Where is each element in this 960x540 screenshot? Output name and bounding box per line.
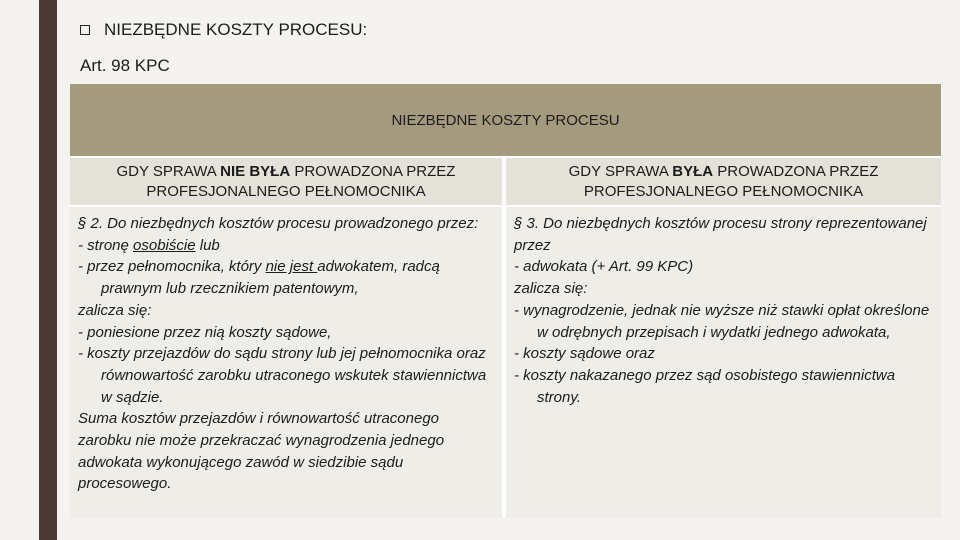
costs-table bbox=[70, 84, 941, 518]
right-head-post: PROWADZONA PRZEZ PROFESJONALNEGO PEŁNOMOCNIKA bbox=[583, 162, 879, 200]
slide-heading-colon: : bbox=[362, 20, 368, 39]
slide-heading-text: NIEZBĘDNE KOSZTY PROCESU bbox=[104, 20, 363, 39]
left-line-4: zalicza się: bbox=[78, 301, 152, 319]
right-line-1: § 3. Do niezbędnych kosztów procesu strony reprezentowanej przez bbox=[514, 215, 927, 254]
left-line-6: - koszty przejazdów do sądu strony lub jej pełnomocnika oraz równowartość zarobku utraconego wskutek stawiennictwa w sądzie. bbox=[78, 345, 487, 406]
right-line-6: - koszty nakazanego przez sąd osobistego stawiennictwa strony. bbox=[514, 366, 896, 406]
left-line-3-pre: - przez pełnomocnika, który bbox=[78, 258, 266, 276]
slide-subheading: Art. 98 KPC bbox=[80, 56, 170, 75]
left-head-post: PROWADZONA PRZEZ PROFESJONALNEGO PEŁNOMOCNIKA bbox=[146, 162, 456, 200]
left-line-2 bbox=[78, 235, 494, 257]
slide-heading bbox=[80, 20, 367, 40]
left-head-pre: GDY SPRAWA bbox=[116, 162, 221, 180]
left-line-3-underlined: nie jest bbox=[265, 258, 318, 276]
right-head-bold: BYŁA bbox=[672, 162, 714, 180]
checkbox-bullet-icon bbox=[80, 25, 90, 35]
right-line-2: - adwokata (+ Art. 99 KPC) bbox=[514, 258, 694, 276]
left-line-7: Suma kosztów przejazdów i równowartość utraconego zarobku nie może przekraczać wynagrodzenia jednego adwokata wykonującego zawód w siedzibie sądu procesowego. bbox=[78, 410, 445, 493]
left-column-header bbox=[70, 158, 502, 205]
right-line-4: - wynagrodzenie, jednak nie wyższe niż stawki opłat określone w odrębnych przepisach i wydatki jednego adwokata, bbox=[514, 301, 930, 341]
right-column-body bbox=[506, 207, 941, 518]
left-column-body bbox=[70, 207, 502, 518]
left-line-3-post: adwokatem, radcą prawnym lub rzecznikiem patentowym, bbox=[101, 258, 440, 298]
left-head-bold: NIE BYŁA bbox=[220, 162, 291, 180]
right-line-5: - koszty sądowe oraz bbox=[514, 345, 655, 363]
right-line-3: zalicza się: bbox=[514, 280, 588, 298]
left-line-5: - poniesione przez nią koszty sądowe, bbox=[78, 323, 332, 341]
right-head-pre: GDY SPRAWA bbox=[568, 162, 673, 180]
left-line-1: § 2. Do niezbędnych kosztów procesu prowadzonego przez: bbox=[78, 215, 479, 232]
left-line-2-pre: - stronę bbox=[78, 236, 134, 254]
table-header: NIEZBĘDNE KOSZTY PROCESU bbox=[70, 84, 941, 156]
right-column-header bbox=[506, 158, 941, 205]
left-line-2-underlined: osobiście bbox=[133, 236, 196, 254]
left-line-2-post: lub bbox=[195, 236, 220, 254]
left-line-3 bbox=[78, 256, 494, 299]
left-accent-bar bbox=[39, 0, 57, 540]
